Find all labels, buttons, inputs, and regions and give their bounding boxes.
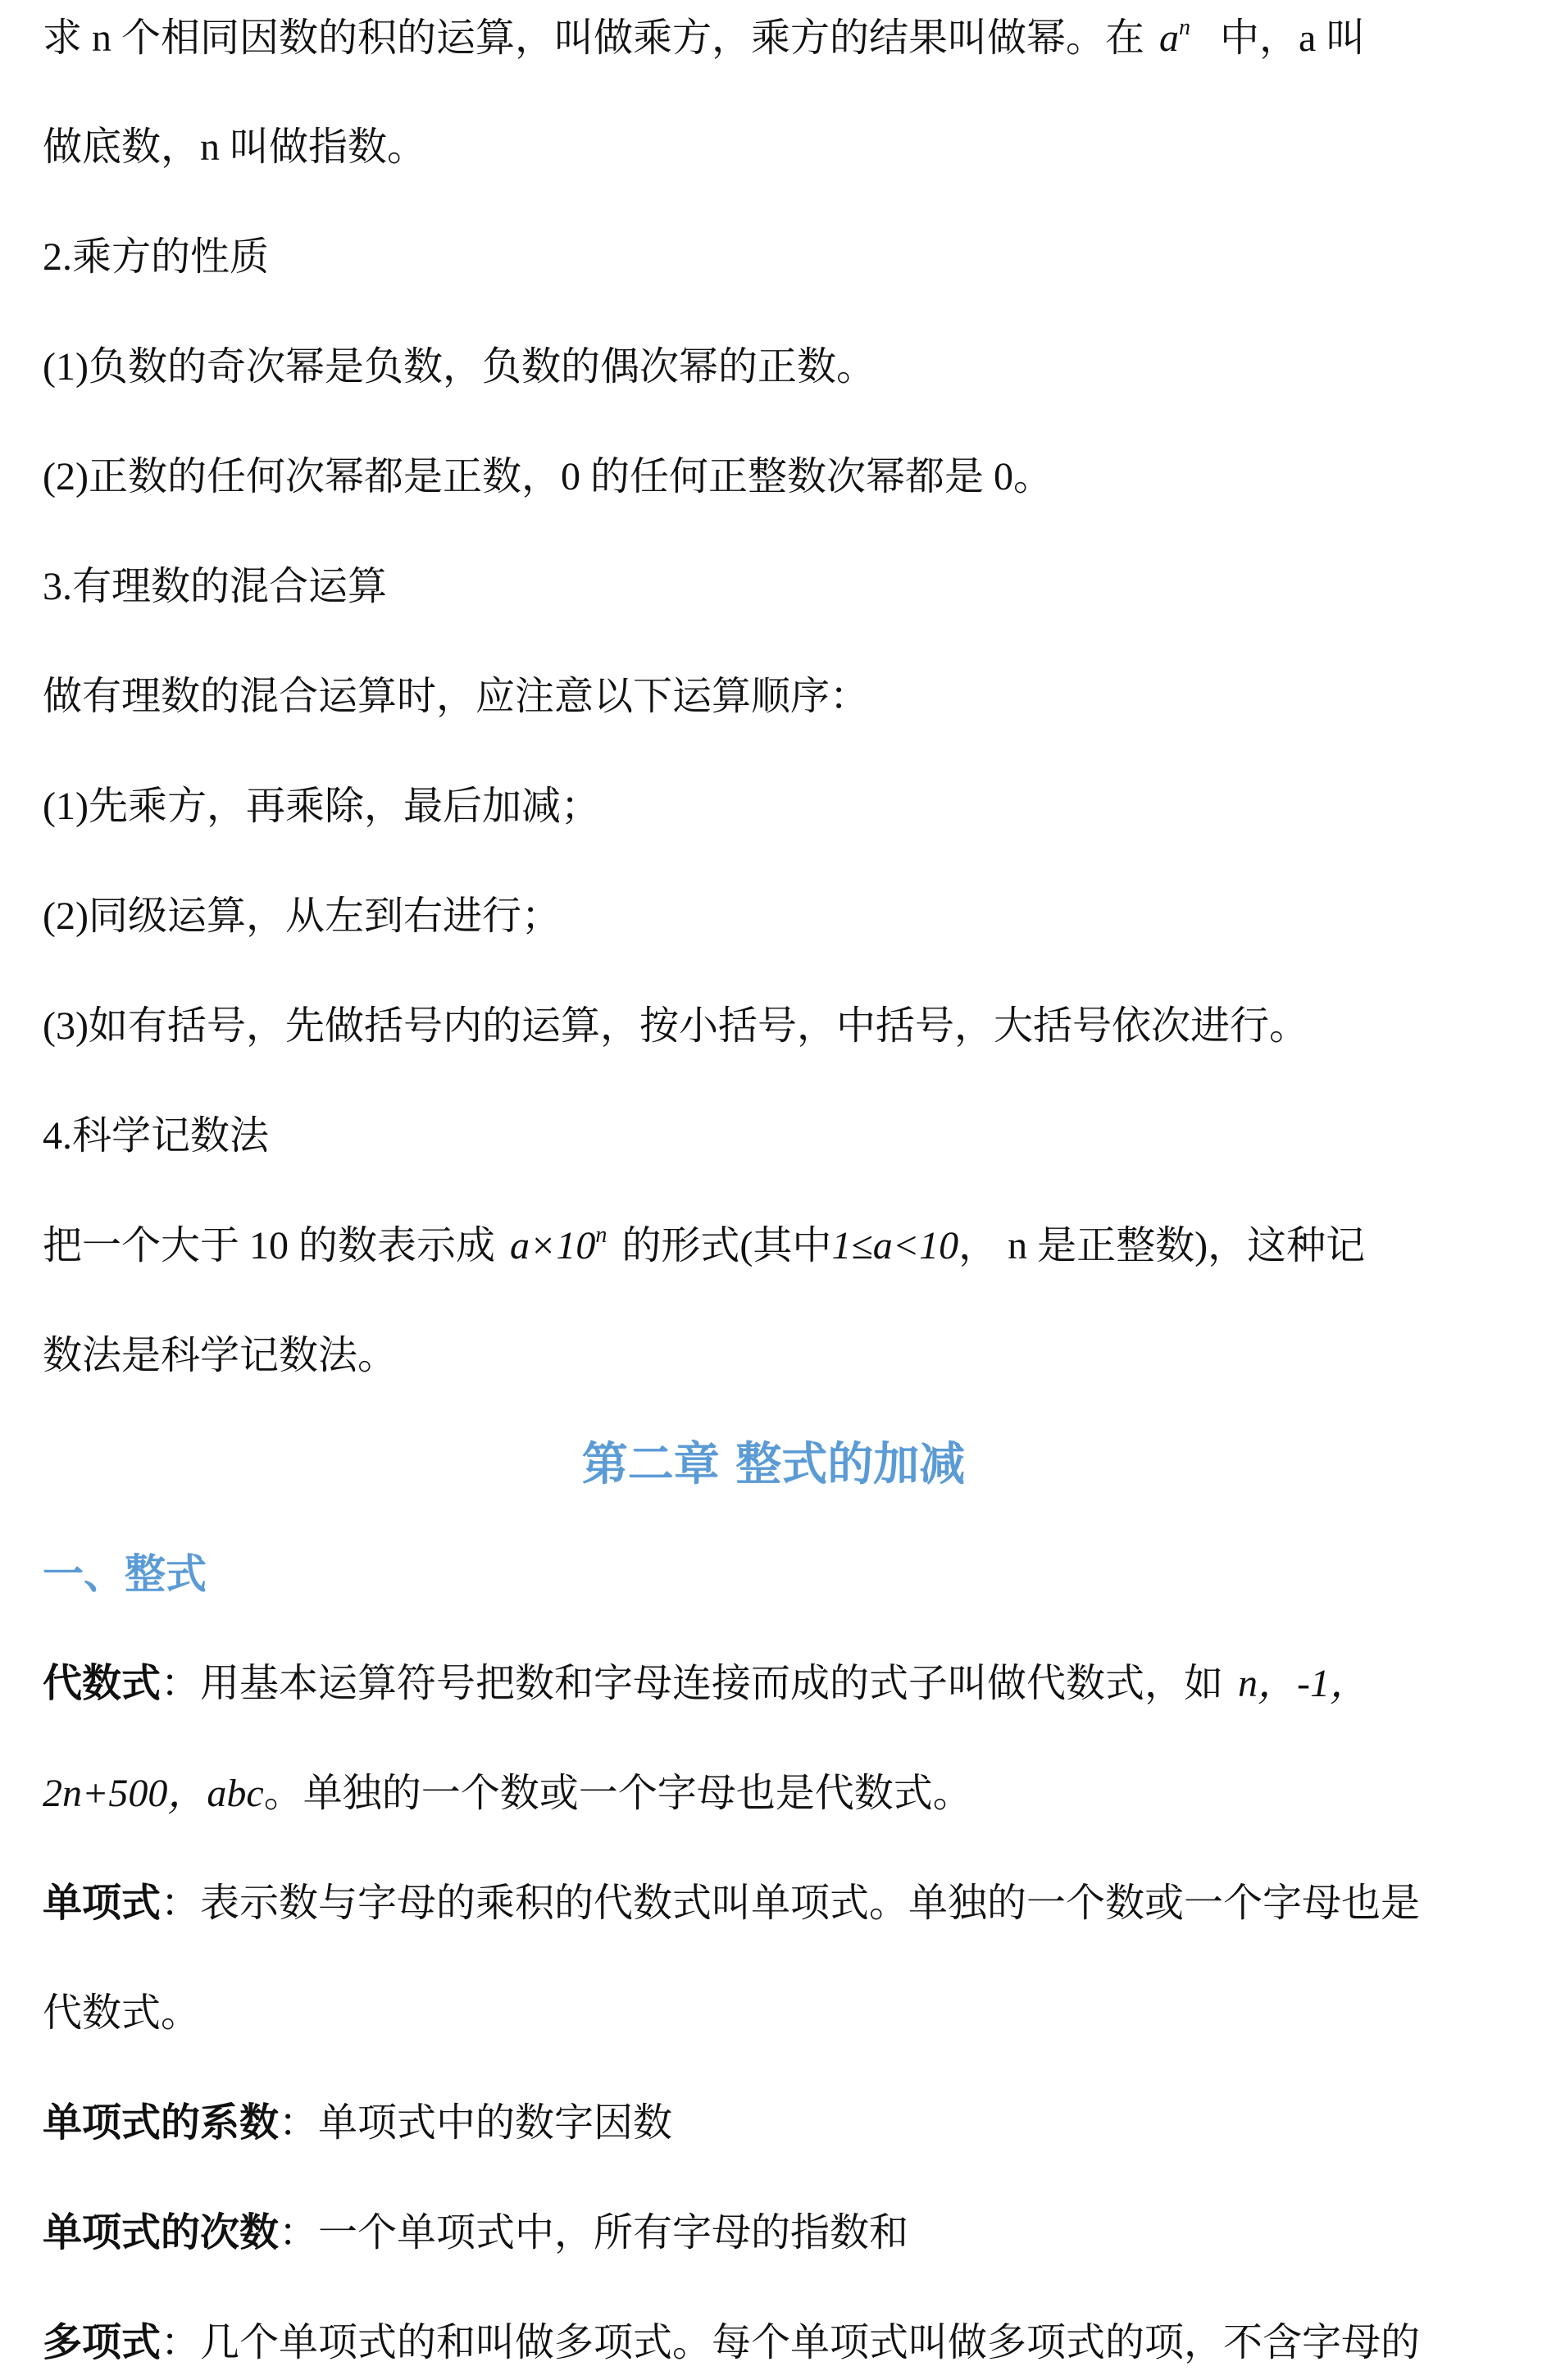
- heading-scientific-notation: 4.科学记数法: [43, 1114, 270, 1158]
- math-formula: a×10: [510, 1224, 596, 1267]
- paragraph-power-definition: [43, 14, 1518, 63]
- mixed-operations-intro: 做有理数的混合运算时，应注意以下运算顺序：: [43, 675, 870, 718]
- definition-text: ：用基本运算符号把数和字母连接而成的式子叫做代数式，如: [161, 1662, 1224, 1705]
- definition-monomial-degree: [43, 2209, 1518, 2258]
- definition-algebraic-expression-cont: [43, 1769, 1518, 1818]
- definition-polynomial: [43, 2319, 1518, 2368]
- order-item-3: (3)如有括号，先做括号内的运算，按小括号，中括号，大括号依次进行。: [43, 1004, 1308, 1048]
- property-item-2: (2)正数的任何次幂都是正数，0 的任何正整数次幂都是 0。: [43, 455, 1053, 498]
- definition-text: ：一个单项式中，所有字母的指数和: [279, 2211, 909, 2255]
- math-exponent: n: [595, 1222, 607, 1248]
- definition-algebraic-expression: [43, 1659, 1518, 1709]
- chapter-title: 第二章 整式的加减: [581, 1438, 966, 1491]
- text: 的形式(其中: [621, 1224, 832, 1267]
- math-condition: 1≤a<10: [831, 1224, 959, 1267]
- math-examples: 2n+500，abc: [43, 1772, 264, 1815]
- definition-monomial-cont: 代数式。: [43, 1991, 201, 2035]
- definition-text: ：几个单项式的和叫做多项式。每个单项式叫做多项式的项，不含字母的: [161, 2321, 1421, 2364]
- math-examples: n，-1，: [1238, 1662, 1370, 1705]
- text: ， n 是正整数)，这种记: [958, 1224, 1366, 1267]
- term-label: 代数式: [43, 1662, 162, 1705]
- term-label: 多项式: [43, 2321, 162, 2364]
- text: 求 n 个相同因数的积的运算，叫做乘方，乘方的结果叫做幂。在: [43, 16, 1145, 60]
- definition-text: 。单独的一个数或一个字母也是代数式。: [263, 1772, 972, 1815]
- math-exponent: n: [1179, 15, 1191, 40]
- term-label: 单项式: [43, 1882, 162, 1925]
- definition-monomial-coefficient: [43, 2099, 1518, 2148]
- scientific-notation-definition-cont: 数法是科学记数法。: [43, 1334, 398, 1377]
- math-base: a: [1159, 16, 1180, 60]
- term-label: 单项式的次数: [43, 2211, 280, 2255]
- order-item-1: (1)先乘方，再乘除，最后加减；: [43, 785, 600, 828]
- order-item-2: (2)同级运算，从左到右进行；: [43, 894, 561, 938]
- heading-power-properties: 2.乘方的性质: [43, 235, 270, 279]
- heading-mixed-operations: 3.有理数的混合运算: [43, 565, 388, 608]
- definition-text: ：表示数与字母的乘积的代数式叫单项式。单独的一个数或一个字母也是: [161, 1882, 1421, 1925]
- text: 中，a 叫: [1220, 16, 1366, 60]
- property-item-1: (1)负数的奇次幂是负数，负数的偶次幂的正数。: [43, 345, 876, 389]
- section-title: 一、整式: [43, 1550, 207, 1598]
- text: 把一个大于 10 的数表示成: [43, 1224, 496, 1267]
- definition-monomial: [43, 1879, 1518, 1928]
- scientific-notation-definition: [43, 1222, 1518, 1271]
- paragraph-power-definition-cont: 做底数，n 叫做指数。: [43, 125, 427, 169]
- definition-text: ：单项式中的数字因数: [279, 2101, 673, 2145]
- term-label: 单项式的系数: [43, 2101, 280, 2145]
